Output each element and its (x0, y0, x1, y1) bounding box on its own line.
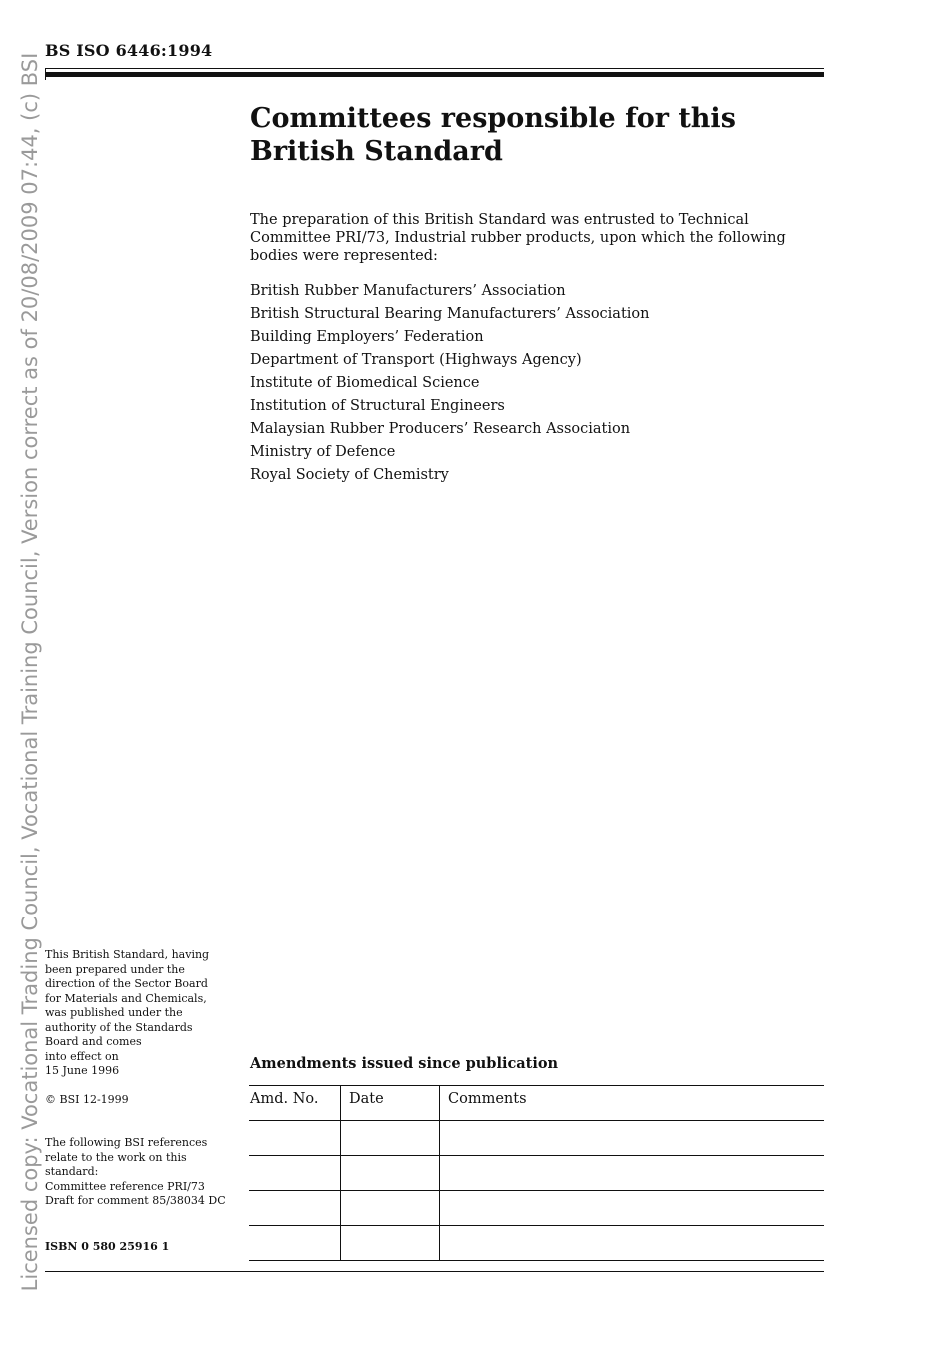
list-item: Institute of Biomedical Science (250, 375, 480, 391)
publication-note-line: authority of the Standards (45, 1020, 193, 1034)
reference-line: Committee reference PRI/73 (45, 1179, 205, 1193)
publication-note-line: for Materials and Chemicals, (45, 991, 207, 1005)
list-item: Institution of Structural Engineers (250, 398, 505, 414)
publication-note-line: Board and comes (45, 1035, 142, 1048)
table-cell (249, 1191, 341, 1226)
table-header-row (249, 1086, 824, 1121)
page-title (250, 102, 810, 168)
watermark-text: Licensed copy: Vocational Trading Council, Vocational Training Council, Version correct as of 20/08/2009 07:44, (c) BSI (18, 52, 42, 1292)
table-row (249, 1121, 824, 1156)
bsi-references (45, 1136, 226, 1209)
column-header-date: Date (341, 1086, 440, 1121)
publication-note-line: direction of the Sector Board (45, 977, 208, 990)
table-cell (440, 1191, 825, 1226)
represented-bodies-list (250, 281, 650, 488)
publication-note (45, 948, 240, 1079)
reference-line: relate to the work on this (45, 1150, 187, 1164)
column-header-comments: Comments (440, 1086, 825, 1121)
publication-note-line: This British Standard, having (45, 948, 210, 961)
publication-note-line: been prepared under the (45, 962, 185, 976)
list-item: British Structural Bearing Manufacturers’ Association (250, 306, 650, 322)
header-rule-thick (45, 72, 824, 77)
title-line-2: British Standard (250, 136, 503, 167)
table-cell (249, 1226, 341, 1261)
list-item: Department of Transport (Highways Agency) (250, 352, 582, 368)
header-rule-thin (45, 68, 824, 69)
intro-paragraph: The preparation of this British Standard was entrusted to Technical Committee PRI/73, Industrial rubber products, upon which the following bodies were represented: (250, 212, 786, 264)
table-cell (341, 1156, 440, 1191)
list-item: Royal Society of Chemistry (250, 467, 449, 483)
table-cell (249, 1156, 341, 1191)
list-item: Ministry of Defence (250, 444, 396, 460)
table-cell (341, 1121, 440, 1156)
table-cell (440, 1156, 825, 1191)
column-header-amd-no: Amd. No. (249, 1086, 341, 1121)
list-item: British Rubber Manufacturers’ Association (250, 283, 566, 299)
reference-line: Draft for comment 85/38034 DC (45, 1194, 226, 1207)
list-item: Malaysian Rubber Producers’ Research Association (250, 421, 631, 437)
publication-note-line: was published under the (45, 1006, 183, 1019)
publication-note-line: 15 June 1996 (45, 1064, 120, 1077)
footer-rule (45, 1271, 824, 1272)
isbn: ISBN 0 580 25916 1 (45, 1240, 170, 1253)
table-row (249, 1226, 824, 1261)
reference-line: standard: (45, 1165, 99, 1178)
publication-sidebar (45, 948, 240, 1253)
table-cell (341, 1226, 440, 1261)
table-cell (249, 1121, 341, 1156)
amendments-heading: Amendments issued since publication (250, 1055, 559, 1072)
amendments-table (249, 1085, 824, 1261)
copyright-notice: © BSI 12-1999 (45, 1093, 129, 1106)
document-id: BS ISO 6446:1994 (45, 41, 213, 60)
publication-note-line: into effect on (45, 1049, 119, 1063)
table-cell (440, 1226, 825, 1261)
table-cell (440, 1121, 825, 1156)
title-line-1: Committees responsible for this (250, 103, 736, 134)
reference-line: The following BSI references (45, 1136, 208, 1149)
list-item: Building Employers’ Federation (250, 329, 484, 345)
table-row (249, 1191, 824, 1226)
table-row (249, 1156, 824, 1191)
table-cell (341, 1191, 440, 1226)
